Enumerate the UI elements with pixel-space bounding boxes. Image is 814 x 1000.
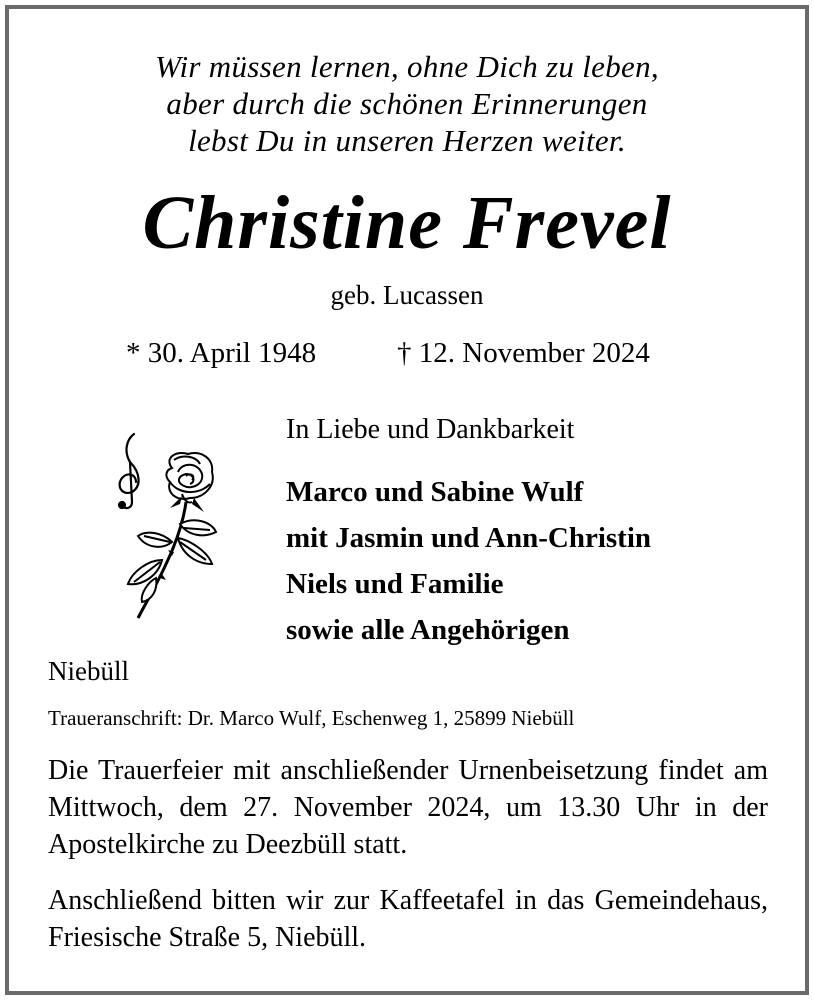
death-date: † 12. November 2024: [397, 337, 650, 369]
dedication: In Liebe und Dankbarkeit: [286, 414, 575, 445]
mourner-line: Niels und Familie: [286, 568, 504, 600]
mourner-line: Marco und Sabine Wulf: [286, 476, 584, 508]
treble-clef-icon: [119, 434, 139, 508]
mourning-address: Traueranschrift: Dr. Marco Wulf, Eschenweg 1, 25899 Niebüll: [48, 706, 575, 730]
place: Niebüll: [48, 656, 129, 686]
mourners-list: [286, 469, 651, 653]
mourner-line: sowie alle Angehörigen: [286, 614, 570, 646]
rose-icon: [112, 432, 230, 622]
motto-line-2: aber durch die schönen Erinnerungen: [166, 86, 648, 121]
motto-line-1: Wir müssen lernen, ohne Dich zu leben,: [155, 49, 659, 84]
maiden-name: geb. Lucassen: [330, 280, 484, 310]
mourner-line: mit Jasmin und Ann-Christin: [286, 522, 652, 554]
motto-line-3: lebst Du in unseren Herzen weiter.: [188, 123, 626, 158]
birth-date: * 30. April 1948: [126, 337, 317, 369]
deceased-name: Christine Frevel: [142, 181, 672, 265]
motto: [0, 48, 814, 159]
service-text: Die Trauerfeier mit anschließender Urnenbeisetzung findet am Mittwoch, dem 27. November 2024, um 13.30 Uhr in der Apostelkirche zu Deezbüll statt.: [48, 755, 768, 860]
reception-text: Anschließend bitten wir zur Kaffeetafel in das Gemeindehaus, Friesische Straße 5, Niebüll.: [48, 885, 768, 953]
